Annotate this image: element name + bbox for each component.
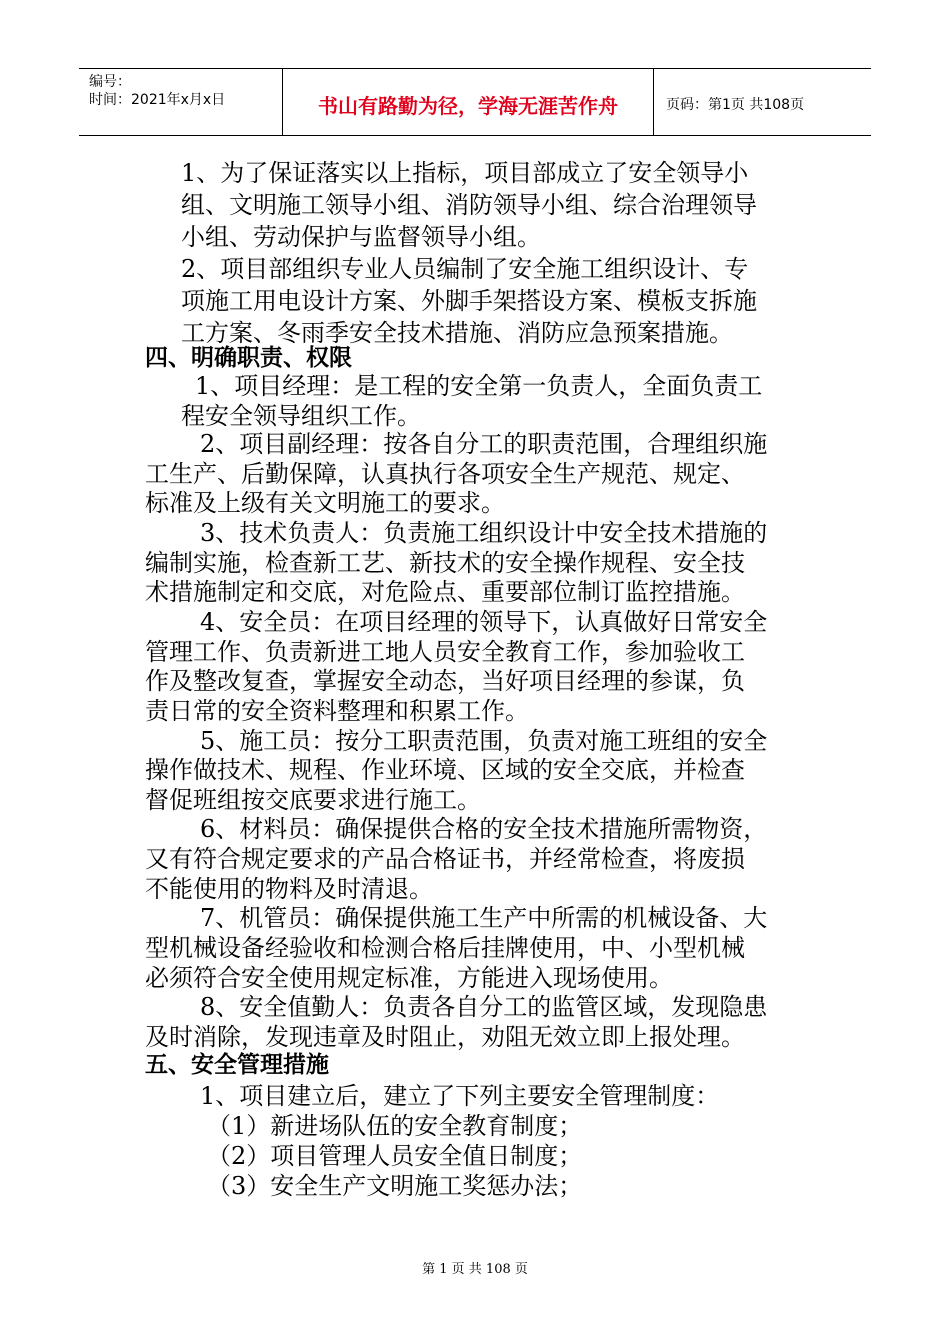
header-date-label: 时间：2021年x月x日: [89, 92, 226, 108]
body-line: 6、材料员：确保提供合格的安全技术措施所需物资，: [200, 815, 768, 843]
body-line: 1、项目建立后，建立了下列主要安全管理制度：: [200, 1082, 720, 1110]
body-line: 不能使用的物料及时清退。: [145, 875, 433, 903]
body-line: 小组、劳动保护与监督领导小组。: [181, 223, 541, 251]
body-line: 标准及上级有关文明施工的要求。: [145, 489, 505, 517]
body-line: 操作做技术、规程、作业环境、区域的安全交底，并检查: [145, 756, 745, 784]
section-heading: 四、明确职责、权限: [145, 345, 352, 371]
body-line: 程安全领导组织工作。: [181, 402, 421, 430]
list-item: （1）新进场队伍的安全教育制度；: [207, 1112, 583, 1140]
body-line: 工方案、冬雨季安全技术措施、消防应急预案措施。: [181, 319, 733, 347]
header-meta: [79, 69, 283, 135]
body-line: 2、项目副经理：按各自分工的职责范围，合理组织施: [200, 430, 768, 458]
header-motto: 书山有路勤为径，学海无涯苦作舟: [283, 69, 654, 135]
body-line: 术措施制定和交底，对危险点、重要部位制订监控措施。: [145, 578, 745, 606]
body-line: 督促班组按交底要求进行施工。: [145, 786, 481, 814]
body-line: 管理工作、负责新进工地人员安全教育工作，参加验收工: [145, 638, 745, 666]
body-line: 8、安全值勤人：负责各自分工的监管区域，发现隐患: [200, 993, 768, 1021]
list-item: （3）安全生产文明施工奖惩办法；: [207, 1172, 583, 1200]
body-line: 责日常的安全资料整理和积累工作。: [145, 697, 529, 725]
body-line: 1、项目经理：是工程的安全第一负责人，全面负责工: [195, 372, 763, 400]
section-heading: 五、安全管理措施: [145, 1052, 329, 1078]
body-line: 5、施工员：按分工职责范围，负责对施工班组的安全: [200, 727, 768, 755]
header-page-label: 页码：第1页 共108页: [666, 97, 805, 113]
body-line: 必须符合安全使用规定标准，方能进入现场使用。: [145, 964, 673, 992]
body-line: 2、项目部组织专业人员编制了安全施工组织设计、专: [181, 255, 749, 283]
body-line: 3、技术负责人：负责施工组织设计中安全技术措施的: [200, 519, 768, 547]
body-line: 7、机管员：确保提供施工生产中所需的机械设备、大: [200, 904, 768, 932]
body-line: 工生产、后勤保障，认真执行各项安全生产规范、规定、: [145, 460, 745, 488]
body-line: 又有符合规定要求的产品合格证书，并经常检查，将废损: [145, 845, 745, 873]
body-line: 编制实施，检查新工艺、新技术的安全操作规程、安全技: [145, 549, 745, 577]
body-line: 型机械设备经验收和检测合格后挂牌使用，中、小型机械: [145, 934, 745, 962]
body-line: 及时消除，发现违章及时阻止，劝阻无效立即上报处理。: [145, 1023, 745, 1051]
body-line: 4、安全员：在项目经理的领导下，认真做好日常安全: [200, 608, 768, 636]
body-line: 作及整改复查，掌握安全动态，当好项目经理的参谋，负: [145, 667, 745, 695]
body-line: 项施工用电设计方案、外脚手架搭设方案、模板支拆施: [181, 287, 757, 315]
body-line: 组、文明施工领导小组、消防领导小组、综合治理领导: [181, 191, 757, 219]
header-number-label: 编号：: [89, 74, 131, 90]
body-line: 1、为了保证落实以上指标，项目部成立了安全领导小: [181, 159, 749, 187]
page-header: [79, 68, 871, 136]
list-item: （2）项目管理人员安全值日制度；: [207, 1142, 583, 1170]
page-footer: 第 1 页 共 108 页: [422, 1262, 528, 1277]
